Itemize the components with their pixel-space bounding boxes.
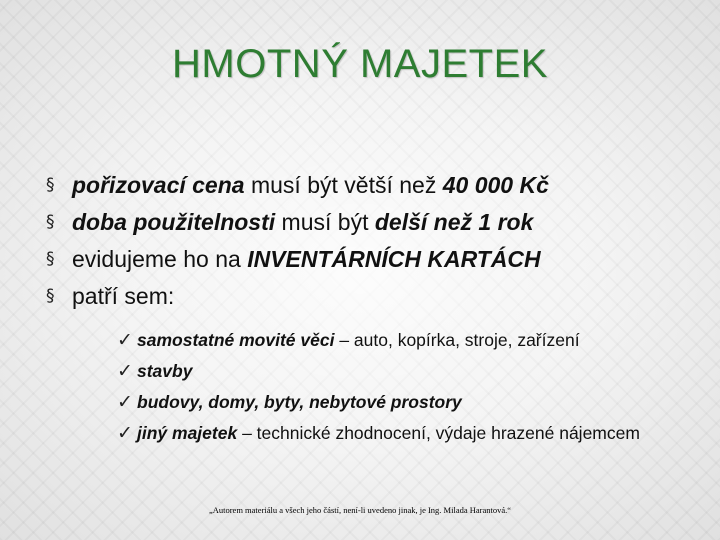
slide-title: HMOTNÝ MAJETEK <box>172 42 548 86</box>
bullet-text: evidujeme ho na <box>72 246 248 272</box>
bullet-item-purchase-price <box>46 172 706 209</box>
check-icon: ✓ <box>117 329 133 351</box>
bullet-marker-icon: § <box>46 249 55 269</box>
bullet-list <box>46 172 706 320</box>
sub-list <box>117 328 707 452</box>
check-icon: ✓ <box>117 360 133 382</box>
bullet-text: musí být <box>275 209 375 235</box>
sub-item-text: – technické zhodnocení, výdaje hrazené nájemcem <box>237 423 640 443</box>
bullet-emphasis: doba použitelnosti <box>72 209 276 235</box>
bullet-text: musí být větší než <box>244 172 443 198</box>
sub-item-emphasis: samostatné movité věci <box>137 330 335 350</box>
sub-item-buildings <box>117 359 707 383</box>
check-icon: ✓ <box>117 422 133 444</box>
sub-item-other-assets <box>117 421 707 445</box>
bullet-emphasis: delší než 1 rok <box>374 209 534 235</box>
sub-item-emphasis: jiný majetek <box>137 423 238 443</box>
sub-item-emphasis: budovy, domy, byty, nebytové prostory <box>137 392 462 412</box>
sub-item-emphasis: stavby <box>137 361 193 381</box>
bullet-item-includes <box>46 283 706 320</box>
bullet-marker-icon: § <box>46 212 55 232</box>
bullet-emphasis: 40 000 Kč <box>442 172 549 198</box>
bullet-text: patří sem: <box>72 283 175 309</box>
bullet-item-inventory-cards <box>46 246 706 283</box>
check-icon: ✓ <box>117 391 133 413</box>
sub-item-text: – auto, kopírka, stroje, zařízení <box>334 330 580 350</box>
bullet-emphasis: INVENTÁRNÍCH KARTÁCH <box>247 246 541 272</box>
bullet-marker-icon: § <box>46 175 55 195</box>
bullet-emphasis: pořizovací cena <box>72 172 245 198</box>
bullet-marker-icon: § <box>46 286 55 306</box>
sub-item-houses <box>117 390 707 414</box>
sub-item-movable-things <box>117 328 707 352</box>
bullet-item-useful-life <box>46 209 706 246</box>
author-footer: „Autorem materiálu a všech jeho částí, není-li uvedeno jinak, je Ing. Milada Harantová.“ <box>208 505 512 515</box>
